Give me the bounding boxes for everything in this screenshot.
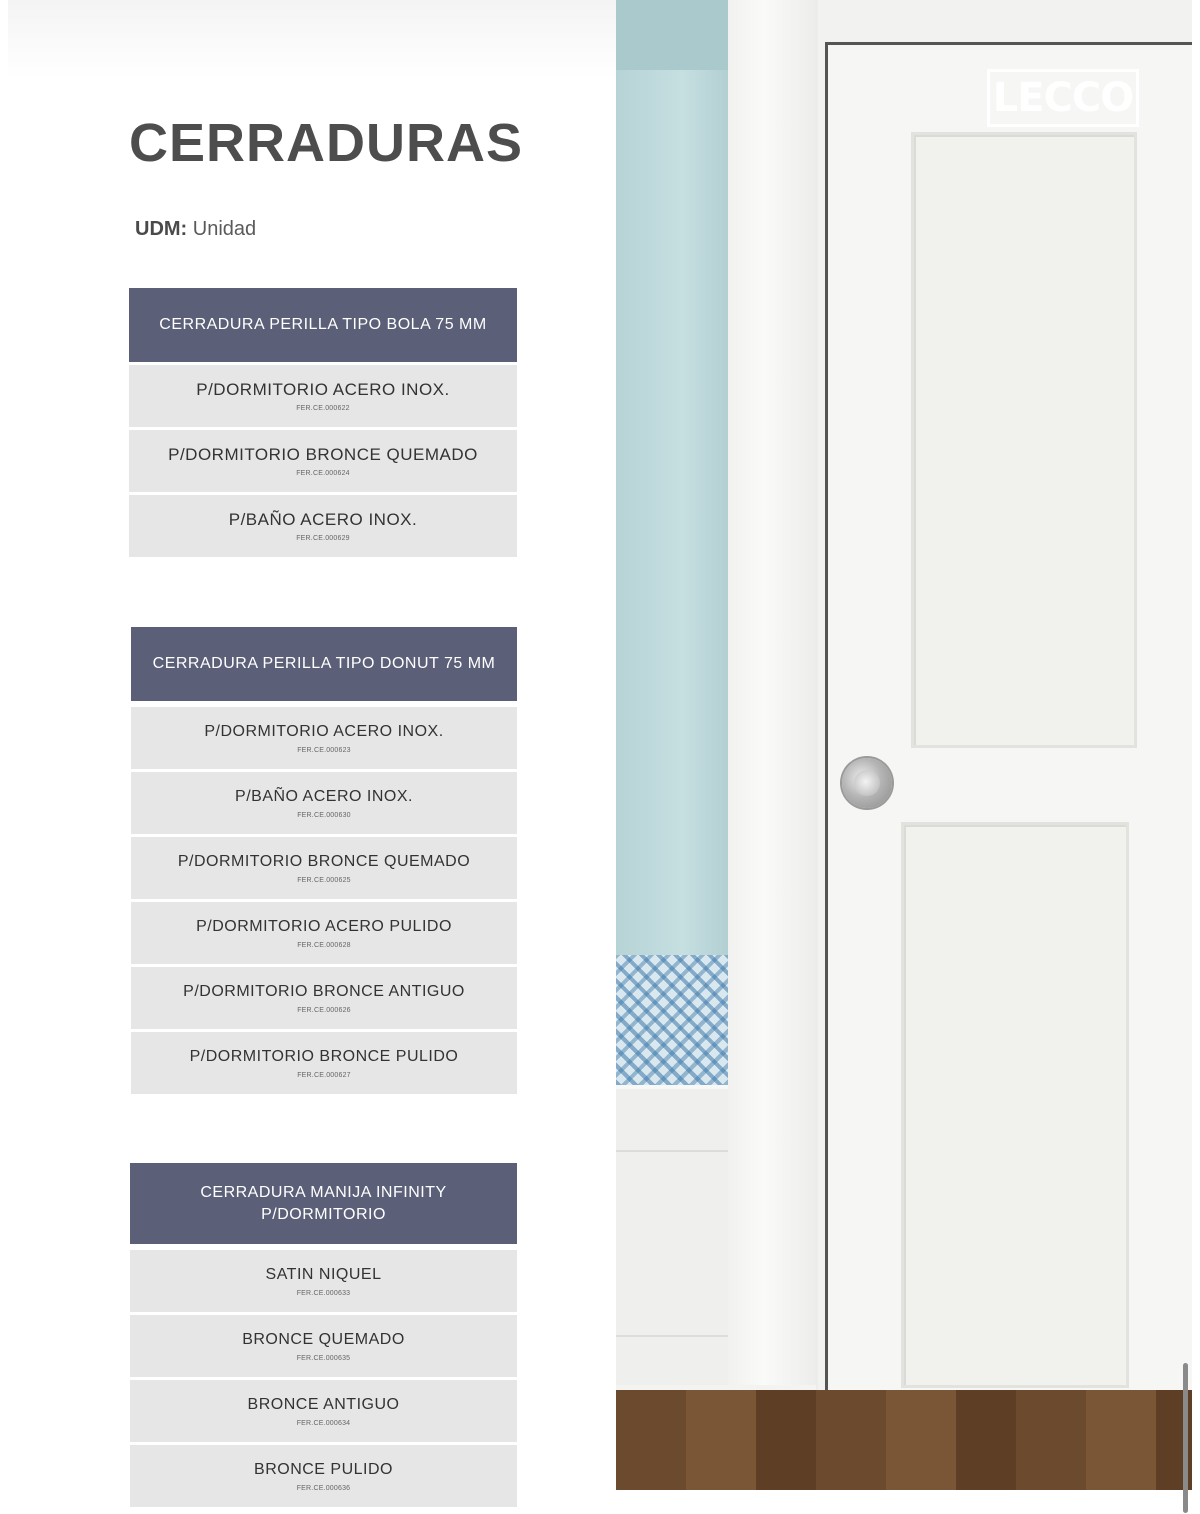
item-code: FER.CE.000625: [297, 876, 351, 884]
wood-floor: [616, 1390, 1192, 1490]
bench-line: [616, 1150, 728, 1152]
list-item: [129, 430, 517, 492]
item-name: P/DORMITORIO BRONCE PULIDO: [189, 1047, 459, 1065]
patterned-cushion: [616, 955, 728, 1085]
list-item: [129, 495, 517, 557]
udm-label: UDM:: [135, 218, 188, 240]
section-donut: [131, 627, 517, 1094]
list-item: [130, 1445, 517, 1507]
item-name: P/DORMITORIO BRONCE ANTIGUO: [183, 982, 465, 1000]
item-name: P/DORMITORIO BRONCE QUEMADO: [177, 852, 471, 870]
scrollbar[interactable]: [1183, 1363, 1188, 1513]
item-name: P/DORMITORIO ACERO PULIDO: [196, 917, 452, 935]
bench-line: [616, 1335, 728, 1337]
page-title: CERRADURAS: [129, 113, 524, 173]
page-top-shade: [8, 0, 616, 80]
list-item: [130, 1380, 517, 1442]
list-item: [131, 902, 517, 964]
door-panel-bottom: [901, 822, 1129, 1388]
section-header: CERRADURA PERILLA TIPO BOLA 75 MM: [129, 288, 517, 362]
white-bench: [616, 1085, 728, 1389]
item-code: FER.CE.000627: [297, 1071, 351, 1079]
item-name: P/BAÑO ACERO INOX.: [228, 509, 418, 529]
unit-of-measure: [135, 217, 256, 241]
item-code: FER.CE.000636: [296, 1484, 351, 1492]
item-code: FER.CE.000630: [297, 811, 351, 819]
item-code: FER.CE.000628: [297, 941, 351, 949]
item-name: BRONCE PULIDO: [254, 1460, 393, 1478]
door-knob-center: [854, 770, 880, 796]
section-header: CERRADURA MANIJA INFINITY P/DORMITORIO: [130, 1163, 517, 1244]
item-code: FER.CE.000626: [297, 1006, 351, 1014]
item-code: FER.CE.000622: [296, 404, 350, 412]
item-name: BRONCE ANTIGUO: [247, 1395, 400, 1413]
item-code: FER.CE.000629: [296, 534, 350, 542]
list-item: [130, 1315, 517, 1377]
list-item: [131, 772, 517, 834]
item-name: SATIN NIQUEL: [265, 1265, 382, 1283]
door-photo: [616, 0, 1192, 1490]
item-code: FER.CE.000634: [296, 1419, 351, 1427]
door-trim: [728, 0, 818, 1410]
item-code: FER.CE.000633: [296, 1289, 351, 1297]
item-name: BRONCE QUEMADO: [242, 1330, 405, 1348]
section-bola: [129, 288, 517, 557]
section-manija: [130, 1163, 517, 1507]
item-name: P/DORMITORIO ACERO INOX.: [196, 379, 450, 399]
list-item: [131, 1032, 517, 1094]
list-item: [131, 967, 517, 1029]
item-name: P/DORMITORIO ACERO INOX.: [204, 722, 444, 740]
udm-value: Unidad: [192, 218, 257, 240]
list-item: [131, 707, 517, 769]
lecco-logo: LECCO: [987, 69, 1139, 127]
wall-top: [616, 0, 728, 72]
item-name: P/BAÑO ACERO INOX.: [235, 787, 413, 805]
item-code: FER.CE.000635: [296, 1354, 351, 1362]
list-item: [130, 1250, 517, 1312]
item-name: P/DORMITORIO BRONCE QUEMADO: [168, 444, 478, 464]
item-code: FER.CE.000623: [297, 746, 351, 754]
door-panel-top: [911, 132, 1137, 748]
item-code: FER.CE.000624: [296, 469, 350, 477]
list-item: [129, 365, 517, 427]
section-header: CERRADURA PERILLA TIPO DONUT 75 MM: [131, 627, 517, 701]
list-item: [131, 837, 517, 899]
